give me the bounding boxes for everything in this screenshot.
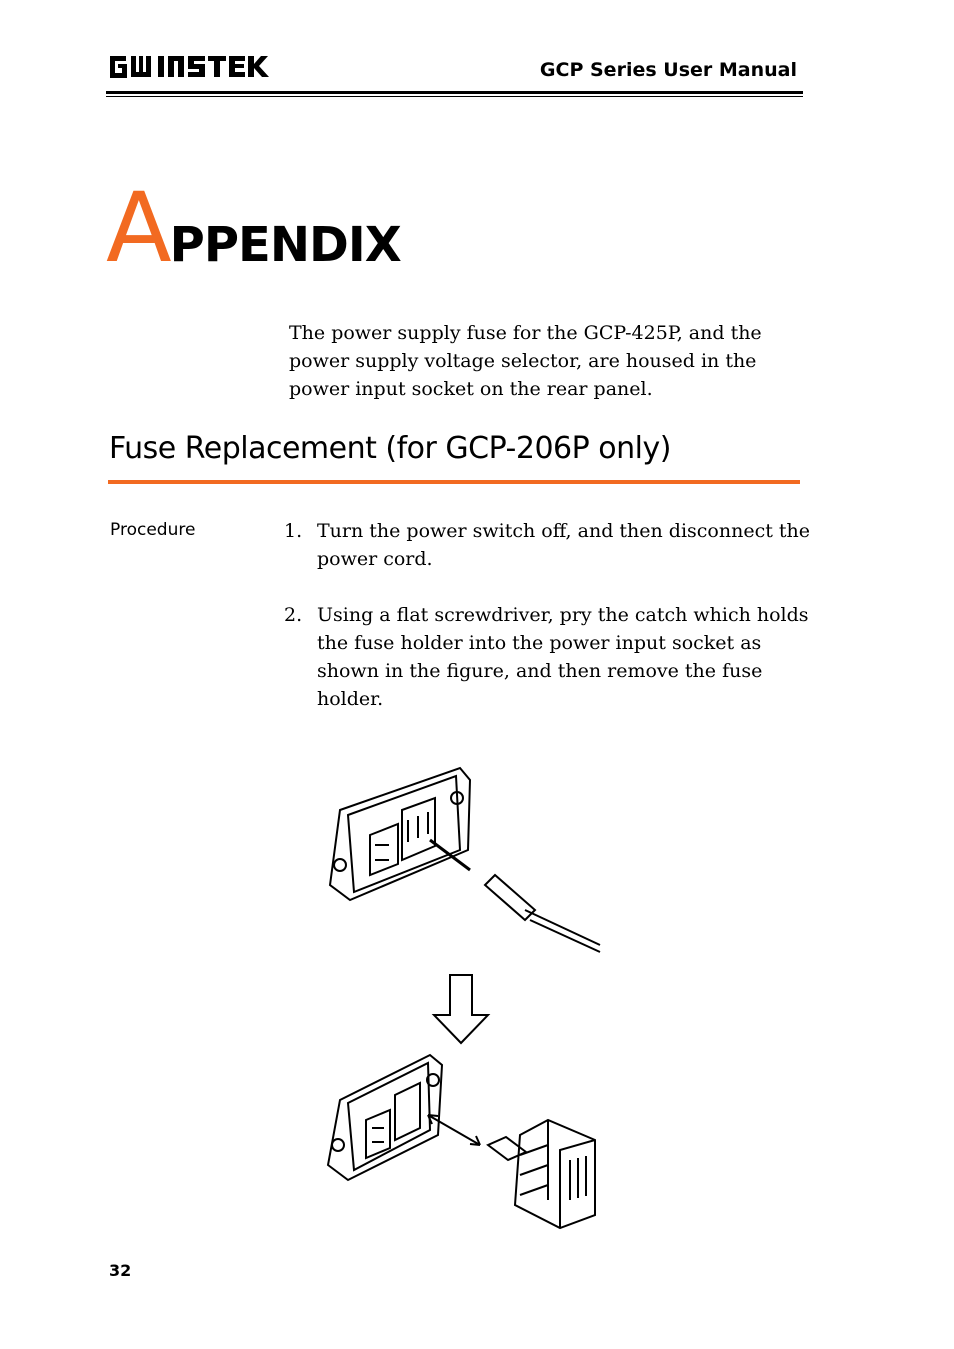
header-rule bbox=[106, 91, 803, 94]
chapter-title bbox=[106, 172, 401, 284]
chapter-title-rest: PPENDIX bbox=[169, 217, 401, 273]
procedure-step bbox=[284, 601, 814, 713]
gw-instek-logo bbox=[108, 52, 278, 82]
section-rule bbox=[108, 480, 800, 484]
manual-title: GCP Series User Manual bbox=[539, 59, 797, 81]
step-number: 1. bbox=[284, 520, 303, 542]
screwdriver-icon bbox=[430, 840, 600, 952]
procedure-steps bbox=[284, 517, 814, 741]
fuse-holder-icon bbox=[488, 1120, 595, 1228]
power-socket-icon bbox=[330, 768, 470, 900]
header-rule-thin bbox=[106, 96, 803, 97]
chapter-initial: A bbox=[106, 172, 170, 284]
intro-paragraph: The power supply fuse for the GCP-425P, and the power supply voltage selector, are housed in the power input socket on the rear panel. bbox=[289, 322, 762, 400]
section-heading: Fuse Replacement (for GCP-206P only) bbox=[109, 431, 671, 466]
step-number: 2. bbox=[284, 604, 303, 626]
down-arrow-icon bbox=[434, 975, 488, 1043]
power-socket-icon bbox=[328, 1055, 442, 1180]
step-text: Turn the power switch off, and then disconnect the power cord. bbox=[317, 520, 811, 570]
page-number: 32 bbox=[109, 1261, 132, 1280]
procedure-label: Procedure bbox=[110, 520, 196, 540]
procedure-step bbox=[284, 517, 814, 573]
step-text: Using a flat screwdriver, pry the catch which holds the fuse holder into the power input socket as shown in the figure, and then remove the fuse holder. bbox=[317, 604, 809, 710]
fuse-replacement-figure bbox=[320, 760, 620, 1230]
